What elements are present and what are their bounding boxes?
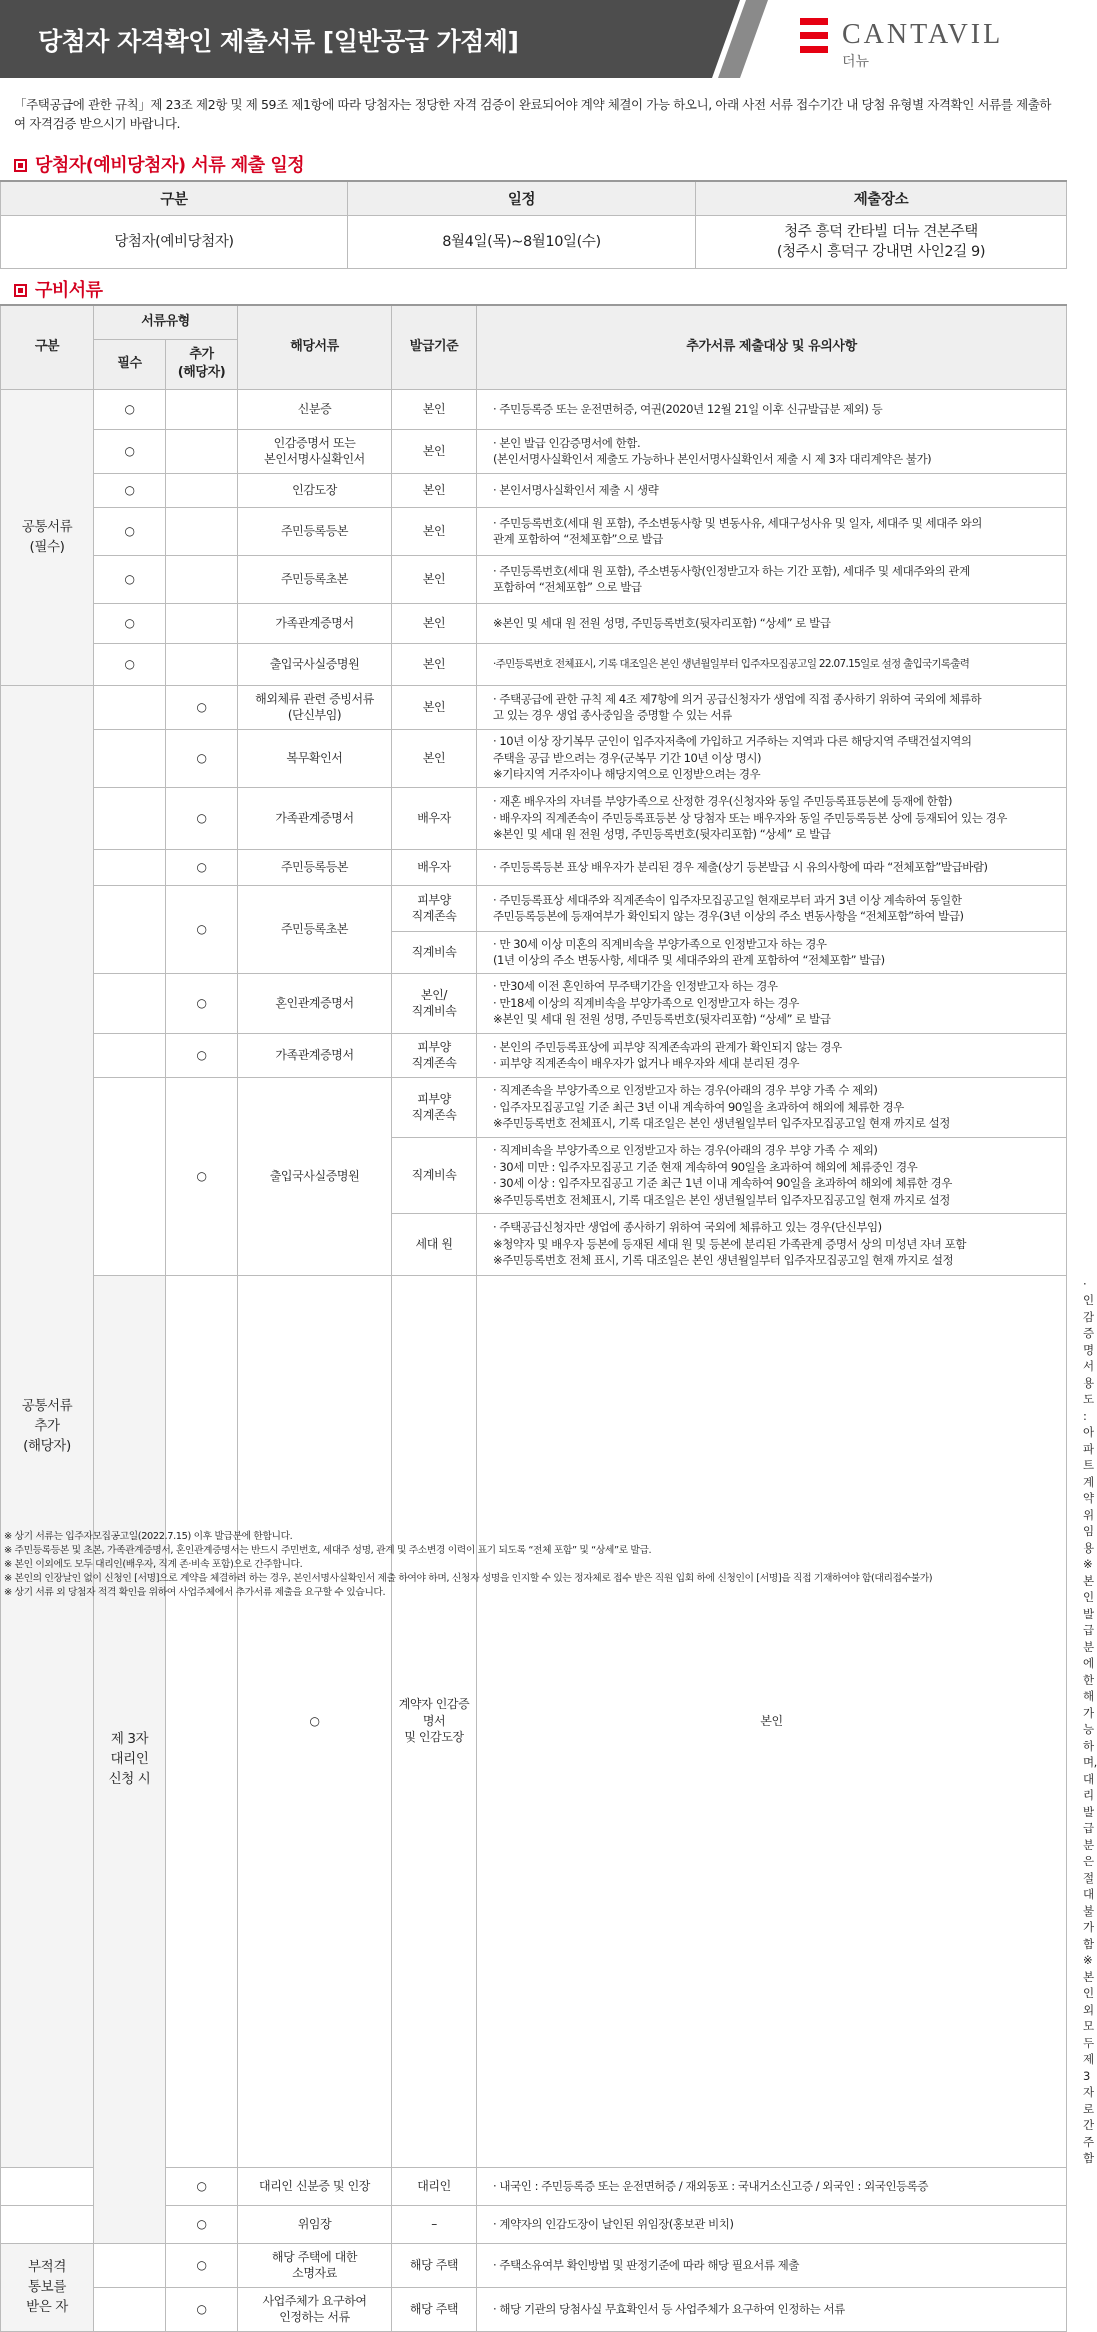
doc-basis: 본인 bbox=[392, 643, 477, 685]
col-header-notes: 추가서류 제출대상 및 유의사항 bbox=[477, 305, 1067, 389]
doc-basis: 본인 bbox=[392, 729, 477, 787]
additional-mark: ○ bbox=[166, 729, 238, 787]
doc-note: · 계약자의 인감도장이 날인된 위임장(홍보관 비치) bbox=[477, 2205, 1067, 2243]
doc-name: 인감도장 bbox=[238, 473, 392, 507]
logo-text: CANTAVIL bbox=[842, 19, 1004, 50]
required-mark: ○ bbox=[94, 473, 166, 507]
category-additional: 공통서류 추가 (해당자) bbox=[1, 685, 94, 2167]
doc-name: 인감증명서 또는 본인서명사실확인서 bbox=[238, 429, 392, 473]
additional-mark: ○ bbox=[166, 1033, 238, 1077]
doc-note: · 본인 발급 인감증명서에 한함. (본인서명사실확인서 제출도 가능하나 본인서명사실확인서 제출 시 제 3자 대리계약은 불가) bbox=[477, 429, 1067, 473]
doc-note: · 만 30세 이상 미혼의 직계비속을 부양가족으로 인정받고자 하는 경우 (1년 이상의 주소 변동사항, 세대주 및 세대주와의 관계 포함하여 “전체포함” 발급) bbox=[477, 931, 1067, 973]
doc-note: · 주택소유여부 확인방법 및 판정기준에 따라 해당 필요서류 제출 bbox=[477, 2243, 1067, 2287]
doc-basis: 대리인 bbox=[392, 2167, 477, 2205]
doc-note: · 주민등록표상 세대주와 직계존속이 입주자모집공고일 현재로부터 과거 3년 이상 계속하여 동일한 주민등록등본에 등재여부가 확인되지 않는 경우(3년 이상의 주소 변동사항을 “전체포함”하여 발급) bbox=[477, 885, 1067, 931]
footnote: ※ 주민등록등본 및 초본, 가족관계증명서, 혼인관계증명서는 반드시 주민번호, 세대주 성명, 관계 및 주소변경 이력이 표기 되도록 “전체 포함” 및 “상세”로 발급. bbox=[4, 1545, 652, 1556]
doc-note: · 해당 기관의 당첨사실 무효확인서 등 사업주체가 요구하여 인정하는 서류 bbox=[477, 2287, 1067, 2331]
doc-name: 주민등록초본 bbox=[238, 885, 392, 973]
table-row bbox=[1, 2287, 1067, 2331]
doc-basis: 직계비속 bbox=[392, 931, 477, 973]
table-row bbox=[1, 973, 1067, 1033]
additional-mark: ○ bbox=[166, 2243, 238, 2287]
table-row bbox=[1, 1077, 1067, 1137]
footnote: ※ 본인의 인장날인 없이 신청인 [서명]으로 계약을 체결하려 하는 경우, 본인서명사실확인서 제출 하여야 하며, 신청자 성명을 인지할 수 있는 정자체로 접수 받은 직원 입회 하에 신청인이 [서명]을 직접 기재하여야 함(대리접수불가) bbox=[4, 1573, 933, 1584]
table-row bbox=[1, 643, 1067, 685]
footnotes bbox=[4, 1530, 1064, 1600]
doc-note: · 주민등록증 또는 운전면허증, 여권(2020년 12월 21일 이후 신규발급분 제외) 등 bbox=[477, 389, 1067, 429]
doc-name: 가족관계증명서 bbox=[238, 603, 392, 643]
doc-name: 주민등록등본 bbox=[238, 849, 392, 885]
table-row bbox=[1, 555, 1067, 603]
doc-basis: 본인 bbox=[392, 429, 477, 473]
additional-mark: ○ bbox=[238, 1275, 392, 2167]
footnote: ※ 본인 이외에도 모두 대리인(배우자, 직계 존·비속 포함)으로 간주합니다. bbox=[4, 1559, 303, 1570]
required-mark: ○ bbox=[94, 389, 166, 429]
doc-name: 출입국사실증명원 bbox=[238, 1077, 392, 1275]
doc-basis: 본인 bbox=[392, 507, 477, 555]
doc-note: · 직계비속을 부양가족으로 인정받고자 하는 경우(아래의 경우 부양 가족 수 제외) · 30세 미만 : 입주자모집공고 기준 현재 계속하여 90일을 초과하여 해외에 체류중인 경우 · 30세 이상 : 입주자모집공고 기준 최근 1년 이내 계속하여 90일을 초과하여 해외에 체류한 경우 ※주민등록번호 전체표시, 기록 대조일은 본인 생년월일부터 입주자모집공고일 현재 까지로 설정 bbox=[477, 1137, 1067, 1213]
table-row: 제 3자 대리인 신청 시 ○ 계약자 인감증명서 및 인감도장 본인 · 인감증명서 용도 : 아파트 계약 위임용 ※본인 발급분에 한해 가능하며, 대리발급분은 절대 불가함 ※본인 외 모두 제 3자로 간주함 bbox=[1, 1275, 1067, 2167]
col-header-additional: 추가 (해당자) bbox=[166, 339, 238, 389]
doc-basis: 배우자 bbox=[392, 787, 477, 849]
doc-note: · 주택공급신청자만 생업에 종사하기 위하여 국외에 체류하고 있는 경우(단신부임) ※청약자 및 배우자 등본에 등재된 세대 원 및 등본에 분리된 가족관계 증명서 상의 미성년 자녀 포함 ※주민등록번호 전체 표시, 기록 대조일은 본인 생년월일부터 입주자모집공고일 현재 까지로 설정 bbox=[477, 1213, 1067, 1275]
category-common: 공통서류 (필수) bbox=[1, 389, 94, 685]
required-mark: ○ bbox=[94, 507, 166, 555]
required-mark: ○ bbox=[94, 603, 166, 643]
additional-mark: ○ bbox=[166, 885, 238, 973]
doc-name: 해당 주택에 대한 소명자료 bbox=[238, 2243, 392, 2287]
col-header-basis: 발급기준 bbox=[392, 305, 477, 389]
doc-name: 출입국사실증명원 bbox=[238, 643, 392, 685]
doc-basis: 본인 bbox=[392, 603, 477, 643]
table-row bbox=[1, 787, 1067, 849]
doc-basis: 피부양 직계존속 bbox=[392, 1033, 477, 1077]
doc-note: ·주민등록번호 전체표시, 기록 대조일은 본인 생년월일부터 입주자모집공고일 22.07.15일로 설정 출입국기록출력 bbox=[477, 643, 1067, 685]
additional-mark: ○ bbox=[166, 849, 238, 885]
doc-basis: 본인 bbox=[392, 685, 477, 729]
doc-basis: 피부양 직계존속 bbox=[392, 1077, 477, 1137]
doc-note: · 재혼 배우자의 자녀를 부양가족으로 산정한 경우(신청자와 동일 주민등록표등본에 등재에 한함) · 배우자의 직계존속이 주민등록표등본 상 당첨자 또는 배우자와 동일 주민등록등본 상에 등재되어 있는 경우 ※본인 및 세대 원 전원 성명, 주민등록번호(뒷자리포함) “상세” 로 발급 bbox=[477, 787, 1067, 849]
required-mark: ○ bbox=[94, 555, 166, 603]
schedule-table bbox=[0, 180, 1067, 269]
doc-basis: 직계비속 bbox=[392, 1137, 477, 1213]
doc-basis: 본인 bbox=[392, 389, 477, 429]
doc-basis: 배우자 bbox=[392, 849, 477, 885]
square-bullet-icon bbox=[14, 159, 27, 172]
table-row bbox=[1, 216, 1067, 269]
cantavil-logo bbox=[800, 14, 1040, 68]
table-row bbox=[1, 729, 1067, 787]
table-row bbox=[1, 389, 1067, 429]
docs-heading: 구비서류 bbox=[14, 276, 103, 302]
table-header-row bbox=[1, 305, 1067, 339]
col-header-document: 해당서류 bbox=[238, 305, 392, 389]
required-mark: ○ bbox=[94, 643, 166, 685]
doc-name: 사업주체가 요구하여 인정하는 서류 bbox=[238, 2287, 392, 2331]
additional-mark: ○ bbox=[166, 2167, 238, 2205]
table-row bbox=[1, 849, 1067, 885]
logo-subtext: 더뉴 bbox=[842, 54, 870, 70]
doc-basis: 피부양 직계존속 bbox=[392, 885, 477, 931]
doc-basis: 본인 bbox=[392, 555, 477, 603]
cell-category: 당첨자(예비당첨자) bbox=[1, 216, 348, 269]
col-header-category: 구분 bbox=[1, 305, 94, 389]
doc-basis: 해당 주택 bbox=[392, 2243, 477, 2287]
table-row bbox=[1, 507, 1067, 555]
doc-name: 주민등록초본 bbox=[238, 555, 392, 603]
table-row bbox=[1, 429, 1067, 473]
doc-name: 위임장 bbox=[238, 2205, 392, 2243]
additional-mark: ○ bbox=[166, 787, 238, 849]
doc-name: 혼인관계증명서 bbox=[238, 973, 392, 1033]
doc-basis: 해당 주택 bbox=[392, 2287, 477, 2331]
footnote: ※ 상기 서류 외 당첨자 적격 확인을 위하여 사업주체에서 추가서류 제출을 요구할 수 있습니다. bbox=[4, 1587, 386, 1598]
doc-name: 가족관계증명서 bbox=[238, 1033, 392, 1077]
page-title: 당첨자 자격확인 제출서류 [일반공급 가점제] bbox=[38, 27, 519, 56]
col-header: 구분 bbox=[1, 181, 348, 216]
additional-mark: ○ bbox=[166, 2205, 238, 2243]
page-header bbox=[0, 0, 1066, 78]
doc-note: · 본인서명사실확인서 제출 시 생략 bbox=[477, 473, 1067, 507]
doc-name: 해외체류 관련 증빙서류 (단신부임) bbox=[238, 685, 392, 729]
doc-note: · 주민등록번호(세대 원 포함), 주소변동사항 및 변동사유, 세대구성사유 및 일자, 세대주 및 세대주 와의 관계 포함하여 “전체포함”으로 발급 bbox=[477, 507, 1067, 555]
intro-text: 「주택공급에 관한 규칙」제 23조 제2항 및 제 59조 제1항에 따라 당첨자는 정당한 자격 검증이 완료되어야 계약 체결이 가능 하오니, 아래 사전 서류 접수기간 내 당첨 유형별 자격확인 서류를 제출하여 자격검증 받으시기 바랍니다. bbox=[14, 97, 1052, 131]
required-mark: ○ bbox=[94, 429, 166, 473]
table-row bbox=[1, 685, 1067, 729]
category-unfit: 부적격 통보를 받은 자 bbox=[1, 2243, 94, 2331]
table-row bbox=[1, 603, 1067, 643]
additional-mark: ○ bbox=[166, 2287, 238, 2331]
col-header-type: 서류유형 bbox=[94, 305, 238, 339]
table-row bbox=[1, 2243, 1067, 2287]
col-header-required: 필수 bbox=[94, 339, 166, 389]
doc-basis: 본인 bbox=[477, 1275, 1067, 2167]
doc-note: · 본인의 주민등록표상에 피부양 직계존속과의 관계가 확인되지 않는 경우 · 피부양 직계존속이 배우자가 없거나 배우자와 세대 분리된 경우 bbox=[477, 1033, 1067, 1077]
doc-name: 계약자 인감증명서 및 인감도장 bbox=[392, 1275, 477, 2167]
doc-basis: – bbox=[392, 2205, 477, 2243]
category-proxy: 제 3자 대리인 신청 시 bbox=[94, 1275, 166, 2243]
cell-location: 청주 흥덕 칸타빌 더뉴 견본주택 (청주시 흥덕구 강내면 사인2길 9) bbox=[696, 216, 1067, 269]
doc-name: 대리인 신분증 및 인장 bbox=[238, 2167, 392, 2205]
doc-note: · 주민등록번호(세대 원 포함), 주소변동사항(인정받고자 하는 기간 포함), 세대주 및 세대주와의 관계 포함하여 “전체포함” 으로 발급 bbox=[477, 555, 1067, 603]
doc-note: · 직계존속을 부양가족으로 인정받고자 하는 경우(아래의 경우 부양 가족 수 제외) · 입주자모집공고일 기준 최근 3년 이내 계속하여 90일을 초과하여 해외에 체류한 경우 ※주민등록번호 전체표시, 기록 대조일은 본인 생년월일부터 입주자모집공고일 현재 까지로 설정 bbox=[477, 1077, 1067, 1137]
col-header: 일정 bbox=[348, 181, 696, 216]
additional-mark: ○ bbox=[166, 685, 238, 729]
doc-name: 가족관계증명서 bbox=[238, 787, 392, 849]
additional-mark: ○ bbox=[166, 1077, 238, 1275]
doc-note: · 내국인 : 주민등록증 또는 운전면허증 / 재외동포 : 국내거소신고증 / 외국인 : 외국인등록증 bbox=[477, 2167, 1067, 2205]
doc-basis: 본인/ 직계비속 bbox=[392, 973, 477, 1033]
table-row bbox=[1, 473, 1067, 507]
doc-name: 복무확인서 bbox=[238, 729, 392, 787]
doc-note: · 주택공급에 관한 규칙 제 4조 제7항에 의거 공급신청자가 생업에 직접 종사하기 위하여 국외에 체류하 고 있는 경우 생업 종사중임을 증명할 수 있는 서류 bbox=[477, 685, 1067, 729]
doc-name: 신분증 bbox=[238, 389, 392, 429]
table-row bbox=[1, 885, 1067, 931]
additional-mark: ○ bbox=[166, 973, 238, 1033]
schedule-heading: 당첨자(예비당첨자) 서류 제출 일정 bbox=[14, 151, 304, 177]
doc-note: · 10년 이상 장기복무 군인이 입주자저축에 가입하고 거주하는 지역과 다른 해당지역 주택건설지역의 주택을 공급 받으려는 경우(군복무 기간 10년 이상 명시) ※기타지역 거주자이나 해당지역으로 인정받으려는 경우 bbox=[477, 729, 1067, 787]
doc-basis: 본인 bbox=[392, 473, 477, 507]
cell-date: 8월4일(목)~8월10일(수) bbox=[348, 216, 696, 269]
doc-name: 주민등록등본 bbox=[238, 507, 392, 555]
footnote: ※ 상기 서류는 입주자모집공고일(2022.7.15) 이후 발급분에 한합니다. bbox=[4, 1531, 293, 1542]
col-header: 제출장소 bbox=[696, 181, 1067, 216]
table-header-row bbox=[1, 181, 1067, 216]
documents-table bbox=[0, 304, 1097, 2332]
square-bullet-icon bbox=[14, 284, 27, 297]
table-row bbox=[1, 1033, 1067, 1077]
doc-note: · 주민등록등본 표상 배우자가 분리된 경우 제출(상기 등본발급 시 유의사항에 따라 “전체포함”발급바람) bbox=[477, 849, 1067, 885]
doc-note: ※본인 및 세대 원 전원 성명, 주민등록번호(뒷자리포함) “상세” 로 발급 bbox=[477, 603, 1067, 643]
doc-note: · 만30세 이전 혼인하여 무주택기간을 인정받고자 하는 경우 · 만18세 이상의 직계비속을 부양가족으로 인정받고자 하는 경우 ※본인 및 세대 원 전원 성명, 주민등록번호(뒷자리포함) “상세” 로 발급 bbox=[477, 973, 1067, 1033]
doc-basis: 세대 원 bbox=[392, 1213, 477, 1275]
